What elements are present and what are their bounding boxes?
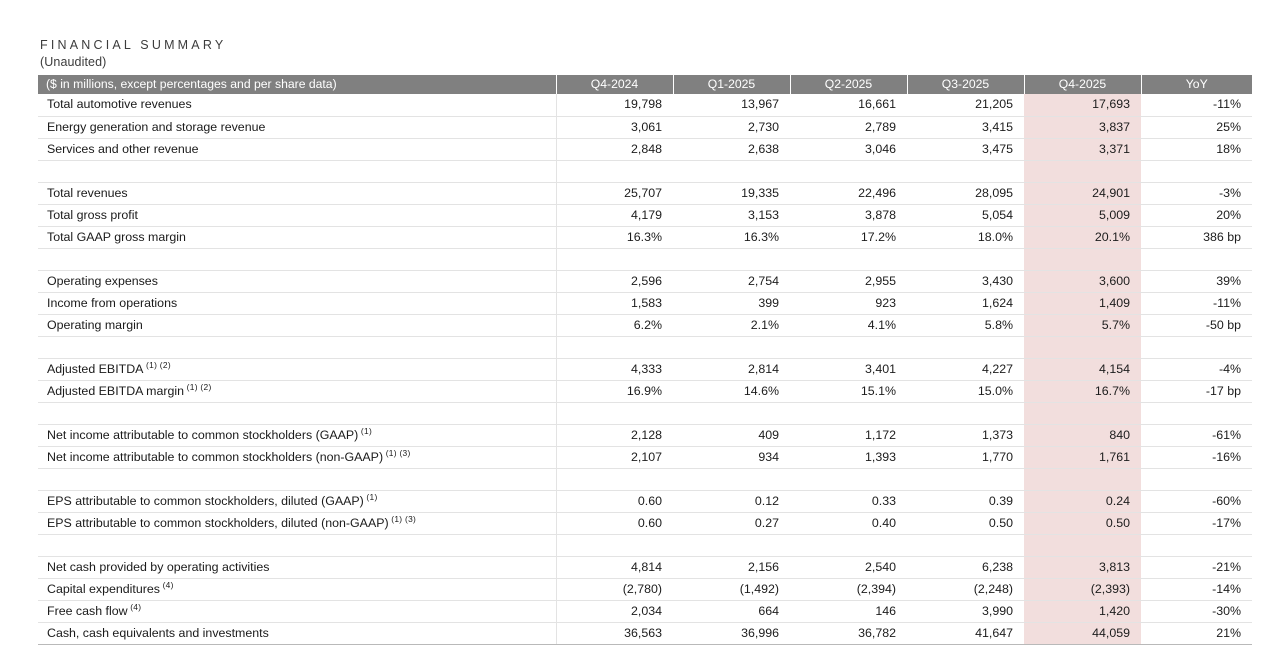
spacer-value-cell xyxy=(790,160,907,182)
spacer-value-cell xyxy=(556,248,673,270)
row-label: Operating expenses xyxy=(38,270,556,292)
row-value-cell: 14.6% xyxy=(673,380,790,402)
row-label: Total GAAP gross margin xyxy=(38,226,556,248)
table-spacer-row xyxy=(38,534,1252,556)
row-value-cell: 2,638 xyxy=(673,138,790,160)
row-label: Cash, cash equivalents and investments xyxy=(38,622,556,644)
spacer-value-cell xyxy=(790,248,907,270)
row-value-cell: 21% xyxy=(1141,622,1252,644)
row-value-cell: 1,172 xyxy=(790,424,907,446)
spacer-label-cell xyxy=(38,468,556,490)
spacer-value-cell xyxy=(907,160,1024,182)
table-spacer-row xyxy=(38,160,1252,182)
page-subtitle: (Unaudited) xyxy=(40,55,107,69)
row-value-cell: 6.2% xyxy=(556,314,673,336)
row-value-cell: -21% xyxy=(1141,556,1252,578)
table-row xyxy=(38,204,1252,226)
spacer-value-cell xyxy=(673,534,790,556)
row-value-cell: 0.27 xyxy=(673,512,790,534)
row-value-cell: 0.12 xyxy=(673,490,790,512)
row-label-footnote: (1) (2) xyxy=(184,381,212,392)
row-value-cell: 2.1% xyxy=(673,314,790,336)
spacer-value-cell xyxy=(790,534,907,556)
row-value-cell: 3,813 xyxy=(1024,556,1141,578)
row-value-cell: 5.8% xyxy=(907,314,1024,336)
row-value-cell: 2,596 xyxy=(556,270,673,292)
row-value-cell: -30% xyxy=(1141,600,1252,622)
row-value-cell: 20% xyxy=(1141,204,1252,226)
table-row xyxy=(38,600,1252,622)
row-value-cell: 16.3% xyxy=(556,226,673,248)
spacer-value-cell xyxy=(790,402,907,424)
row-value-cell: 4,179 xyxy=(556,204,673,226)
spacer-value-cell xyxy=(673,336,790,358)
spacer-value-cell xyxy=(790,468,907,490)
spacer-label-cell xyxy=(38,248,556,270)
table-row xyxy=(38,292,1252,314)
row-label: EPS attributable to common stockholders, diluted (GAAP) $^{(1)}$ xyxy=(38,490,556,512)
row-value-cell: 3,046 xyxy=(790,138,907,160)
row-value-cell: 0.24 xyxy=(1024,490,1141,512)
row-value-cell: 1,770 xyxy=(907,446,1024,468)
row-value-cell: 18% xyxy=(1141,138,1252,160)
row-value-cell: 146 xyxy=(790,600,907,622)
table-header-row xyxy=(38,75,1252,94)
row-value-cell: 17,693 xyxy=(1024,94,1141,116)
row-value-cell: 36,563 xyxy=(556,622,673,644)
row-value-cell: 1,583 xyxy=(556,292,673,314)
row-label-footnote: (1) (3) xyxy=(388,513,417,524)
column-header-q4-2024: Q4-2024 xyxy=(556,75,673,94)
row-label: Net income attributable to common stockholders (non-GAAP) $^{(1) (3)}$ xyxy=(38,446,556,468)
row-value-cell: 17.2% xyxy=(790,226,907,248)
spacer-value-cell xyxy=(1024,468,1141,490)
row-value-cell: 5.7% xyxy=(1024,314,1141,336)
row-value-cell: 2,107 xyxy=(556,446,673,468)
row-value-cell: 923 xyxy=(790,292,907,314)
spacer-value-cell xyxy=(1141,160,1252,182)
spacer-label-cell xyxy=(38,534,556,556)
row-value-cell: -16% xyxy=(1141,446,1252,468)
spacer-value-cell xyxy=(1141,534,1252,556)
table-spacer-row xyxy=(38,336,1252,358)
row-label-footnote: (1) xyxy=(363,491,378,502)
row-value-cell: 39% xyxy=(1141,270,1252,292)
table-row xyxy=(38,556,1252,578)
row-value-cell: 41,647 xyxy=(907,622,1024,644)
table-row xyxy=(38,358,1252,380)
spacer-label-cell xyxy=(38,336,556,358)
row-value-cell: 386 bp xyxy=(1141,226,1252,248)
row-value-cell: 15.0% xyxy=(907,380,1024,402)
row-value-cell: 4,154 xyxy=(1024,358,1141,380)
spacer-value-cell xyxy=(1141,336,1252,358)
table-spacer-row xyxy=(38,248,1252,270)
row-label: Free cash flow $^{(4)}$ xyxy=(38,600,556,622)
spacer-value-cell xyxy=(907,534,1024,556)
table-row xyxy=(38,270,1252,292)
spacer-value-cell xyxy=(1141,402,1252,424)
row-value-cell: 3,600 xyxy=(1024,270,1141,292)
row-value-cell: -3% xyxy=(1141,182,1252,204)
spacer-value-cell xyxy=(556,160,673,182)
row-value-cell: 25,707 xyxy=(556,182,673,204)
spacer-value-cell xyxy=(673,248,790,270)
row-value-cell: 3,153 xyxy=(673,204,790,226)
row-value-cell: 2,128 xyxy=(556,424,673,446)
row-value-cell: 1,420 xyxy=(1024,600,1141,622)
spacer-value-cell xyxy=(1024,336,1141,358)
row-value-cell: 664 xyxy=(673,600,790,622)
table-row xyxy=(38,490,1252,512)
row-value-cell: 21,205 xyxy=(907,94,1024,116)
row-value-cell: (2,394) xyxy=(790,578,907,600)
row-value-cell: 13,967 xyxy=(673,94,790,116)
row-value-cell: 19,798 xyxy=(556,94,673,116)
row-value-cell: 0.50 xyxy=(1024,512,1141,534)
table-row xyxy=(38,226,1252,248)
table-row xyxy=(38,424,1252,446)
row-value-cell: 19,335 xyxy=(673,182,790,204)
row-value-cell: 28,095 xyxy=(907,182,1024,204)
row-value-cell: 4,333 xyxy=(556,358,673,380)
row-value-cell: 2,789 xyxy=(790,116,907,138)
row-label: Income from operations xyxy=(38,292,556,314)
row-value-cell: 409 xyxy=(673,424,790,446)
row-label: Services and other revenue xyxy=(38,138,556,160)
row-value-cell: -50 bp xyxy=(1141,314,1252,336)
table-spacer-row xyxy=(38,402,1252,424)
row-value-cell: 2,848 xyxy=(556,138,673,160)
row-value-cell: 1,761 xyxy=(1024,446,1141,468)
row-value-cell: 3,371 xyxy=(1024,138,1141,160)
row-value-cell: -14% xyxy=(1141,578,1252,600)
row-value-cell: 934 xyxy=(673,446,790,468)
row-value-cell: 2,540 xyxy=(790,556,907,578)
row-value-cell: 3,878 xyxy=(790,204,907,226)
row-value-cell: 15.1% xyxy=(790,380,907,402)
row-value-cell: 6,238 xyxy=(907,556,1024,578)
row-value-cell: 399 xyxy=(673,292,790,314)
row-value-cell: -11% xyxy=(1141,94,1252,116)
table-spacer-row xyxy=(38,468,1252,490)
row-label: Operating margin xyxy=(38,314,556,336)
row-value-cell: 5,054 xyxy=(907,204,1024,226)
row-value-cell: 2,754 xyxy=(673,270,790,292)
row-value-cell: (2,393) xyxy=(1024,578,1141,600)
row-value-cell: (2,780) xyxy=(556,578,673,600)
spacer-value-cell xyxy=(556,336,673,358)
column-header-yoy: YoY xyxy=(1141,75,1252,94)
row-value-cell: -17% xyxy=(1141,512,1252,534)
column-header-label: ($ in millions, except percentages and per share data) xyxy=(38,75,556,94)
table-row xyxy=(38,138,1252,160)
row-value-cell: 36,996 xyxy=(673,622,790,644)
row-value-cell: (2,248) xyxy=(907,578,1024,600)
row-label-footnote: (1) xyxy=(358,425,373,436)
row-value-cell: 1,624 xyxy=(907,292,1024,314)
row-value-cell: 16,661 xyxy=(790,94,907,116)
row-label: Net income attributable to common stockholders (GAAP) $^{(1)}$ xyxy=(38,424,556,446)
row-value-cell: 4.1% xyxy=(790,314,907,336)
row-label: Total revenues xyxy=(38,182,556,204)
column-header-q2-2025: Q2-2025 xyxy=(790,75,907,94)
row-label-footnote: (4) xyxy=(159,579,174,590)
spacer-value-cell xyxy=(1024,160,1141,182)
table-row xyxy=(38,512,1252,534)
row-value-cell: -60% xyxy=(1141,490,1252,512)
row-label: Adjusted EBITDA margin $^{(1) (2)}$ xyxy=(38,380,556,402)
row-value-cell: 3,415 xyxy=(907,116,1024,138)
row-value-cell: 5,009 xyxy=(1024,204,1141,226)
spacer-value-cell xyxy=(907,468,1024,490)
table-row xyxy=(38,380,1252,402)
spacer-label-cell xyxy=(38,160,556,182)
spacer-value-cell xyxy=(673,468,790,490)
table-body xyxy=(38,94,1252,644)
row-value-cell: 2,814 xyxy=(673,358,790,380)
row-label-footnote: (1) (2) xyxy=(143,359,171,370)
table-row xyxy=(38,622,1252,644)
row-value-cell: 0.40 xyxy=(790,512,907,534)
spacer-label-cell xyxy=(38,402,556,424)
row-label: Total automotive revenues xyxy=(38,94,556,116)
column-header-q1-2025: Q1-2025 xyxy=(673,75,790,94)
row-value-cell: 3,061 xyxy=(556,116,673,138)
row-label: Energy generation and storage revenue xyxy=(38,116,556,138)
row-value-cell: 3,475 xyxy=(907,138,1024,160)
spacer-value-cell xyxy=(1141,248,1252,270)
page-title: FINANCIAL SUMMARY xyxy=(40,38,227,52)
row-label: Net cash provided by operating activities xyxy=(38,556,556,578)
column-header-q4-2025: Q4-2025 xyxy=(1024,75,1141,94)
spacer-value-cell xyxy=(907,248,1024,270)
row-value-cell: 3,990 xyxy=(907,600,1024,622)
column-header-q3-2025: Q3-2025 xyxy=(907,75,1024,94)
row-value-cell: 22,496 xyxy=(790,182,907,204)
row-value-cell: 2,955 xyxy=(790,270,907,292)
spacer-value-cell xyxy=(556,534,673,556)
row-value-cell: 2,034 xyxy=(556,600,673,622)
row-label-footnote: (1) (3) xyxy=(383,447,411,458)
row-value-cell: 16.7% xyxy=(1024,380,1141,402)
row-value-cell: 1,393 xyxy=(790,446,907,468)
row-value-cell: (1,492) xyxy=(673,578,790,600)
row-value-cell: -4% xyxy=(1141,358,1252,380)
spacer-value-cell xyxy=(907,336,1024,358)
row-value-cell: 2,730 xyxy=(673,116,790,138)
row-value-cell: 25% xyxy=(1141,116,1252,138)
spacer-value-cell xyxy=(1024,402,1141,424)
spacer-value-cell xyxy=(790,336,907,358)
row-value-cell: 0.33 xyxy=(790,490,907,512)
row-value-cell: 3,401 xyxy=(790,358,907,380)
spacer-value-cell xyxy=(1141,468,1252,490)
table-row xyxy=(38,116,1252,138)
row-value-cell: 4,814 xyxy=(556,556,673,578)
table-row xyxy=(38,94,1252,116)
row-value-cell: -61% xyxy=(1141,424,1252,446)
table-row xyxy=(38,314,1252,336)
spacer-value-cell xyxy=(673,402,790,424)
row-value-cell: 0.39 xyxy=(907,490,1024,512)
row-value-cell: 4,227 xyxy=(907,358,1024,380)
row-value-cell: 0.50 xyxy=(907,512,1024,534)
spacer-value-cell xyxy=(907,402,1024,424)
row-value-cell: 18.0% xyxy=(907,226,1024,248)
row-label-footnote: (4) xyxy=(127,601,142,612)
row-label: Total gross profit xyxy=(38,204,556,226)
table-row xyxy=(38,578,1252,600)
row-value-cell: 1,373 xyxy=(907,424,1024,446)
row-value-cell: 16.3% xyxy=(673,226,790,248)
row-value-cell: 44,059 xyxy=(1024,622,1141,644)
row-value-cell: 1,409 xyxy=(1024,292,1141,314)
row-value-cell: 20.1% xyxy=(1024,226,1141,248)
spacer-value-cell xyxy=(556,468,673,490)
row-label: Adjusted EBITDA $^{(1) (2)}$ xyxy=(38,358,556,380)
spacer-value-cell xyxy=(673,160,790,182)
row-value-cell: 2,156 xyxy=(673,556,790,578)
row-value-cell: 24,901 xyxy=(1024,182,1141,204)
row-label: EPS attributable to common stockholders, diluted (non-GAAP) $^{(1) (3)}$ xyxy=(38,512,556,534)
row-value-cell: 3,837 xyxy=(1024,116,1141,138)
row-value-cell: 16.9% xyxy=(556,380,673,402)
row-label: Capital expenditures $^{(4)}$ xyxy=(38,578,556,600)
row-value-cell: 0.60 xyxy=(556,512,673,534)
spacer-value-cell xyxy=(1024,534,1141,556)
financial-summary-table xyxy=(38,75,1252,645)
spacer-value-cell xyxy=(556,402,673,424)
spacer-value-cell xyxy=(1024,248,1141,270)
row-value-cell: -17 bp xyxy=(1141,380,1252,402)
table-row xyxy=(38,446,1252,468)
row-value-cell: 840 xyxy=(1024,424,1141,446)
table-row xyxy=(38,182,1252,204)
table-header xyxy=(38,75,1252,94)
row-value-cell: 0.60 xyxy=(556,490,673,512)
row-value-cell: -11% xyxy=(1141,292,1252,314)
row-value-cell: 3,430 xyxy=(907,270,1024,292)
row-value-cell: 36,782 xyxy=(790,622,907,644)
